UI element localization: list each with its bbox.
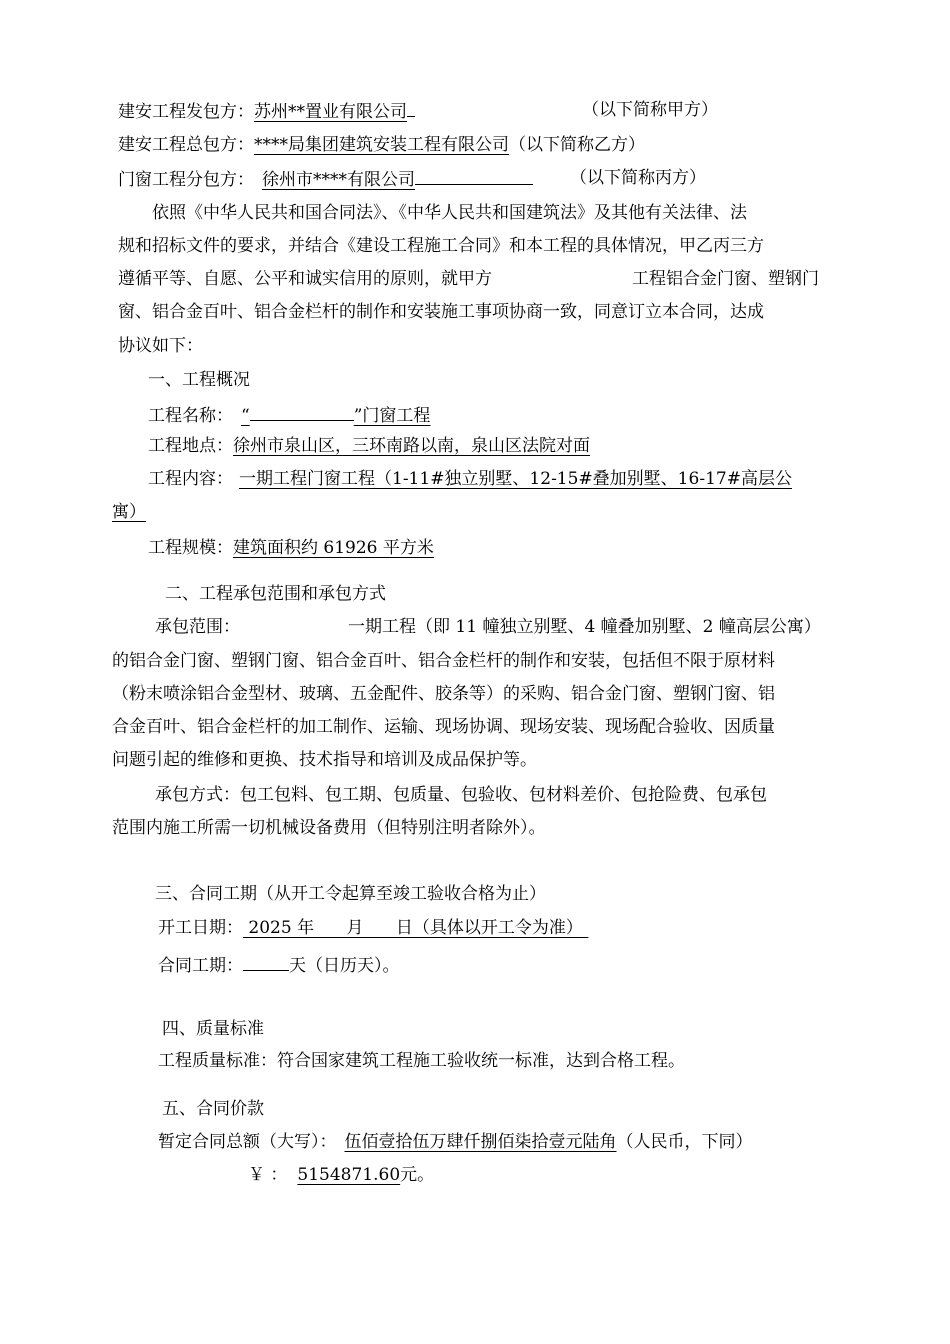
preamble-line-2: 规和招标文件的要求，并结合《建设工程施工合同》和本工程的具体情况，甲乙丙三方 xyxy=(118,236,764,256)
project-content-value-2-text: 寓） xyxy=(112,502,146,522)
yen-label: ￥ ： xyxy=(248,1165,288,1185)
contract-total-words: 伍佰壹拾伍万肆仟捌佰柒拾壹元陆角 xyxy=(344,1132,617,1152)
contract-amount-value: 5154871.60 xyxy=(297,1165,401,1185)
quality-standard-text: 工程质量标准：符合国家建筑工程施工验收统一标准，达到合格工程。 xyxy=(158,1051,685,1071)
section-2-heading: 二、工程承包范围和承包方式 xyxy=(165,584,386,604)
preamble-line-4: 窗、铝合金百叶、铝合金栏杆的制作和安装施工事项协商一致，同意订立本合同，达成 xyxy=(118,302,764,322)
section-4-heading: 四、质量标准 xyxy=(162,1019,264,1039)
section-3-heading: 三、合同工期（从开工令起算至竣工验收合格为止） xyxy=(155,884,546,904)
party-c-value: 徐州市****有限公司 xyxy=(262,170,415,190)
project-name-close: ”门窗工程 xyxy=(353,406,431,426)
scope-line-3: （粉末喷涂铝合金型材、玻璃、五金配件、胶条等）的采购、铝合金门窗、塑钢门窗、铝 xyxy=(112,684,775,704)
party-c-line xyxy=(118,166,533,192)
start-date-line xyxy=(158,916,588,940)
method-line-1: 承包方式：包工包料、包工期、包质量、包验收、包材料差价、包抢险费、包承包 xyxy=(155,785,767,805)
start-date-label: 开工日期： xyxy=(158,918,243,938)
project-location-line xyxy=(148,434,590,458)
contract-period-line xyxy=(158,952,400,978)
project-name-open: “ xyxy=(241,406,250,426)
project-name-line xyxy=(148,402,430,428)
scope-line-1: 一期工程（即 11 幢独立别墅、4 幢叠加别墅、2 幢高层公寓） xyxy=(348,617,821,637)
party-c-suffix: （以下简称丙方） xyxy=(570,168,706,188)
contract-total-line xyxy=(158,1130,753,1154)
party-c-label: 门窗工程分包方： xyxy=(118,170,254,190)
party-a-suffix: （以下简称甲方） xyxy=(582,100,718,120)
contract-total-label: 暂定合同总额（大写）： xyxy=(158,1132,337,1152)
project-location-label: 工程地点： xyxy=(148,436,233,456)
contract-period-blank xyxy=(243,952,289,971)
scope-line-2: 的铝合金门窗、塑钢门窗、铝合金百叶、铝合金栏杆的制作和安装，包括但不限于原材料 xyxy=(112,651,775,671)
project-scale-value: 建筑面积约 61926 平方米 xyxy=(233,538,434,558)
party-b-suffix: （以下简称乙方） xyxy=(509,135,645,155)
project-content-line xyxy=(148,467,792,491)
project-name-label: 工程名称： xyxy=(148,406,233,426)
party-a-blank xyxy=(407,98,415,117)
project-content-label: 工程内容： xyxy=(148,469,233,489)
contract-total-suffix: （人民币，下同） xyxy=(616,1132,753,1152)
party-b-value: ****局集团建筑安装工程有限公司 xyxy=(254,135,509,155)
contract-period-suffix: 天（日历天）。 xyxy=(289,956,400,976)
party-b-label: 建安工程总包方： xyxy=(118,135,254,155)
section-1-heading: 一、工程概况 xyxy=(148,370,250,390)
method-line-2: 范围内施工所需一切机械设备费用（但特别注明者除外）。 xyxy=(112,818,546,838)
scope-label: 承包范围： xyxy=(155,617,240,637)
party-b-line xyxy=(118,133,645,157)
party-c-blank xyxy=(415,166,533,185)
contract-amount-line xyxy=(248,1163,434,1187)
contract-period-label: 合同工期： xyxy=(158,956,243,976)
party-a-value: 苏州**置业有限公司 xyxy=(254,102,407,122)
section-5-heading: 五、合同价款 xyxy=(162,1099,264,1119)
project-location-value: 徐州市泉山区，三环南路以南，泉山区法院对面 xyxy=(233,436,590,456)
contract-amount-suffix: 元。 xyxy=(400,1165,435,1185)
project-scale-line xyxy=(148,536,434,560)
project-scale-label: 工程规模： xyxy=(148,538,233,558)
preamble-line-5: 协议如下： xyxy=(118,336,203,356)
preamble-line-3a: 遵循平等、自愿、公平和诚实信用的原则，就甲方 xyxy=(118,269,492,289)
project-content-value-2 xyxy=(112,500,146,524)
scope-line-5: 问题引起的维修和更换、技术指导和培训及成品保护等。 xyxy=(112,750,537,770)
preamble-line-3b: 工程铝合金门窗、塑钢门 xyxy=(632,269,819,289)
party-a-line xyxy=(118,98,415,124)
project-content-value-1: 一期工程门窗工程（1-11#独立别墅、12-15#叠加别墅、16-17#高层公 xyxy=(239,469,792,489)
project-name-blank xyxy=(250,402,354,421)
preamble-line-1: 依照《中华人民共和国合同法》、《中华人民共和国建筑法》及其他有关法律、法 xyxy=(152,203,747,223)
start-date-value: 2025 年 月 日（具体以开工令为准） xyxy=(243,918,589,938)
party-a-label: 建安工程发包方： xyxy=(118,102,254,122)
scope-line-4: 合金百叶、铝合金栏杆的加工制作、运输、现场协调、现场安装、现场配合验收、因质量 xyxy=(112,717,775,737)
